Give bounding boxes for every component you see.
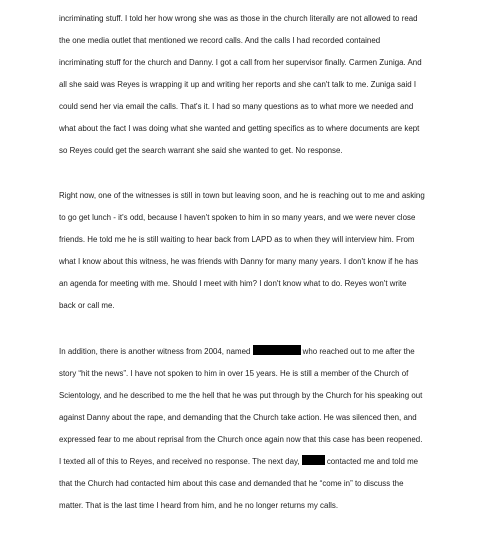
- text-line: against Danny about the rape, and demanding that the Church take action. He was silenced then, and: [59, 413, 417, 423]
- text-line: what I know about this witness, he was friends with Danny for many many years. I don't know if he has: [59, 257, 419, 267]
- text-line: Right now, one of the witnesses is still in town but leaving soon, and he is reaching out to me and asking: [59, 191, 425, 200]
- text-segment: I texted all of this to Reyes, and received no response. The next day,: [59, 457, 302, 467]
- text-line: Scientology, and he described to me the hell that he was put through by the Church for his speaking out: [59, 391, 423, 401]
- paragraph-1: [59, 8, 479, 162]
- paragraph-3: [59, 341, 479, 517]
- text-line: could send her via email the calls. That's it. I had so many questions as to what more we needed and: [59, 102, 414, 112]
- text-line: all she said was Reyes is wrapping it up and writing her reports and she can't talk to me. Zuniga said I: [59, 80, 417, 90]
- text-line: friends. He told me he is still waiting to hear back from LAPD as to when they will interview him. From: [59, 235, 415, 245]
- paragraph-2: [59, 185, 479, 317]
- text-segment: who reached out to me after the: [302, 347, 415, 356]
- text-line: to go get lunch - it's odd, because I haven't spoken to him in so many years, and we were never close: [59, 213, 416, 223]
- text-line: the one media outlet that mentioned we record calls. And the calls I had recorded contained: [59, 36, 381, 46]
- text-segment: In addition, there is another witness from 2004, named: [59, 347, 253, 356]
- text-line: expressed fear to me about reprisal from the Church once again now that this case has been reopened.: [59, 435, 423, 445]
- text-line: back or call me.: [59, 301, 115, 311]
- text-line: that the Church had contacted him about this case and demanded that he “come in” to discuss the: [59, 479, 404, 489]
- text-line: incriminating stuff. I told her how wrong she was as those in the church literally are not allowed to read: [59, 14, 418, 23]
- redaction-block: [253, 345, 301, 355]
- text-line: incriminating stuff for the church and Danny. I got a call from her supervisor finally. Carmen Zuniga. And: [59, 58, 422, 68]
- text-line: matter. That is the last time I heard from him, and he no longer returns my calls.: [59, 501, 339, 511]
- text-line: so Reyes could get the search warrant she said she wanted to get. No response.: [59, 146, 343, 156]
- redaction-block: [302, 455, 325, 465]
- text-line: an agenda for meeting with me. Should I meet with him? I don't know what to do. Reyes won't write: [59, 279, 407, 289]
- text-line: what about the fact I was doing what she wanted and getting specifics as to where documents are kept: [59, 124, 420, 134]
- text-line-with-redaction: [59, 451, 479, 473]
- text-line: story “hit the news”. I have not spoken to him in over 15 years. He is still a member of the Church of: [59, 369, 409, 379]
- text-line-with-redaction: [59, 341, 479, 363]
- text-segment: contacted me and told me: [326, 457, 419, 467]
